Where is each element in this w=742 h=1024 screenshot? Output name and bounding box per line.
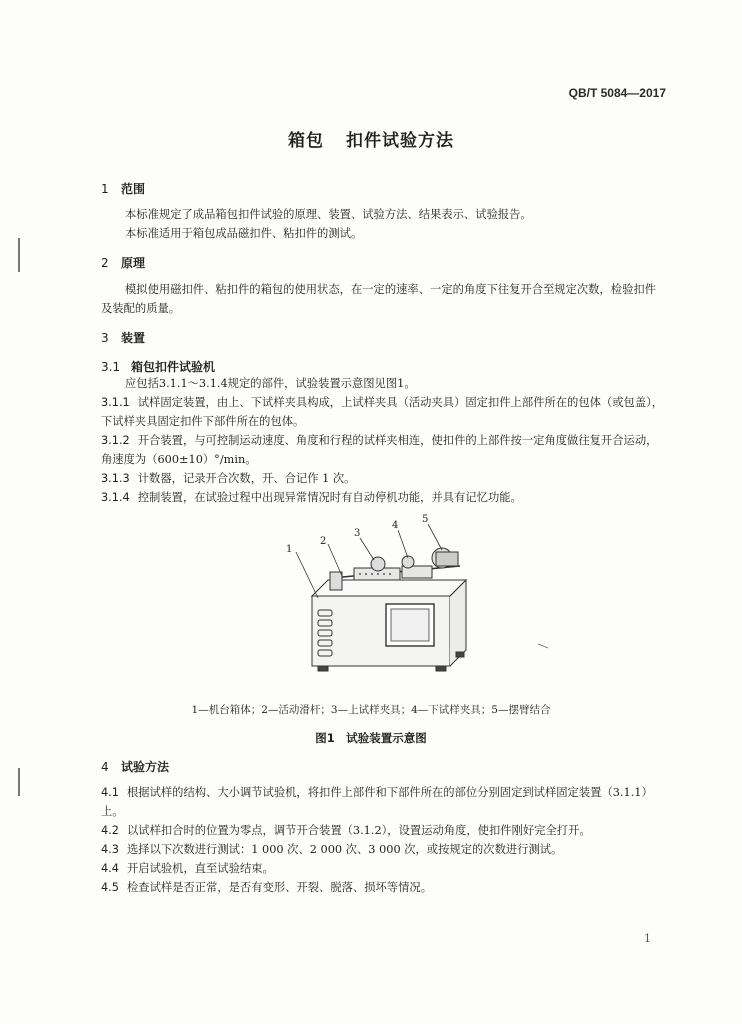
foot [436, 666, 446, 671]
section-4-1: 4.1 根据试样的结构、大小调节试验机，将扣件上部件和下部件所在的部位分别固定到试样固定装置（3.1.1）上。 [101, 786, 653, 818]
section-4-3: 4.3 选择以下次数进行测试：1 000 次、2 000 次、3 000 次，或按规定的次数进行测试。 [101, 843, 563, 856]
page-number: 1 [644, 932, 651, 945]
figure-title: 图1 试验装置示意图 [315, 731, 427, 745]
section-3-heading: 3 装置 [101, 331, 146, 345]
section-3-1-text: 应包括3.1.1～3.1.4规定的部件，试验装置示意图见图1。 [125, 377, 416, 390]
figure-legend: 1—机台箱体；2—活动滑杆；3—上试样夹具；4—下试样夹具；5—摆臂结合 [191, 704, 551, 716]
callout-3: 3 [354, 528, 361, 539]
left-post [330, 572, 342, 590]
section-1-para-2: 本标准适用于箱包成品磁扣件、粘扣件的测试。 [125, 227, 363, 240]
section-4-heading: 4 试验方法 [101, 760, 170, 774]
standard-number: QB/T 5084—2017 [568, 86, 666, 100]
callout-5: 5 [422, 514, 429, 525]
section-2-heading: 2 原理 [101, 256, 146, 270]
section-1-heading: 1 范围 [101, 182, 146, 196]
callout-1: 1 [286, 544, 293, 555]
section-3-1-2: 3.1.2 开合装置，与可控制运动速度、角度和行程的试样夹相连，使扣件的上部件按一定角度做往复开合运动，角速度为（600±10）°/min。 [101, 434, 658, 466]
binding-mark [18, 768, 20, 796]
foot [456, 652, 464, 657]
binding-mark [18, 238, 20, 272]
test-apparatus-figure [270, 508, 570, 696]
document-title [0, 126, 742, 151]
title-part1: 箱包 [288, 131, 324, 151]
foot [318, 666, 328, 671]
section-4-2: 4.2 以试样扣合时的位置为零点，调节开合装置（3.1.2），设置运动角度，使扣件刚好完全打开。 [101, 824, 591, 837]
callout-4: 4 [392, 520, 399, 531]
section-4-5: 4.5 检查试样是否正常，是否有变形、开裂、脱落、损坏等情况。 [101, 881, 432, 894]
section-1-para-1: 本标准规定了成品箱包扣件试验的原理、装置、试验方法、结果表示、试验报告。 [125, 208, 532, 221]
swing-arm [436, 552, 458, 566]
section-3-1-4: 3.1.4 控制装置，在试验过程中出现异常情况时有自动停机功能，并具有记忆功能。 [101, 491, 522, 504]
section-2-para-1: 模拟使用磁扣件、粘扣件的箱包的使用状态，在一定的速率、一定的角度下往复开合至规定次数，检验扣件及装配的质量。 [101, 283, 656, 315]
section-3-1-1: 3.1.1 试样固定装置，由上、下试样夹具构成，上试样夹具（活动夹具）固定扣件上部件所在的包体（或包盖），下试样夹具固定扣件下部件所在的包体。 [101, 396, 664, 428]
section-3-1-3: 3.1.3 计数器，记录开合次数，开、合记作 1 次。 [101, 472, 356, 485]
callout-2: 2 [320, 536, 327, 547]
title-part2: 扣件试验方法 [346, 131, 454, 151]
section-3-1-heading: 3.1 箱包扣件试验机 [101, 360, 216, 374]
section-4-4: 4.4 开启试验机，直至试验结束。 [101, 862, 274, 875]
